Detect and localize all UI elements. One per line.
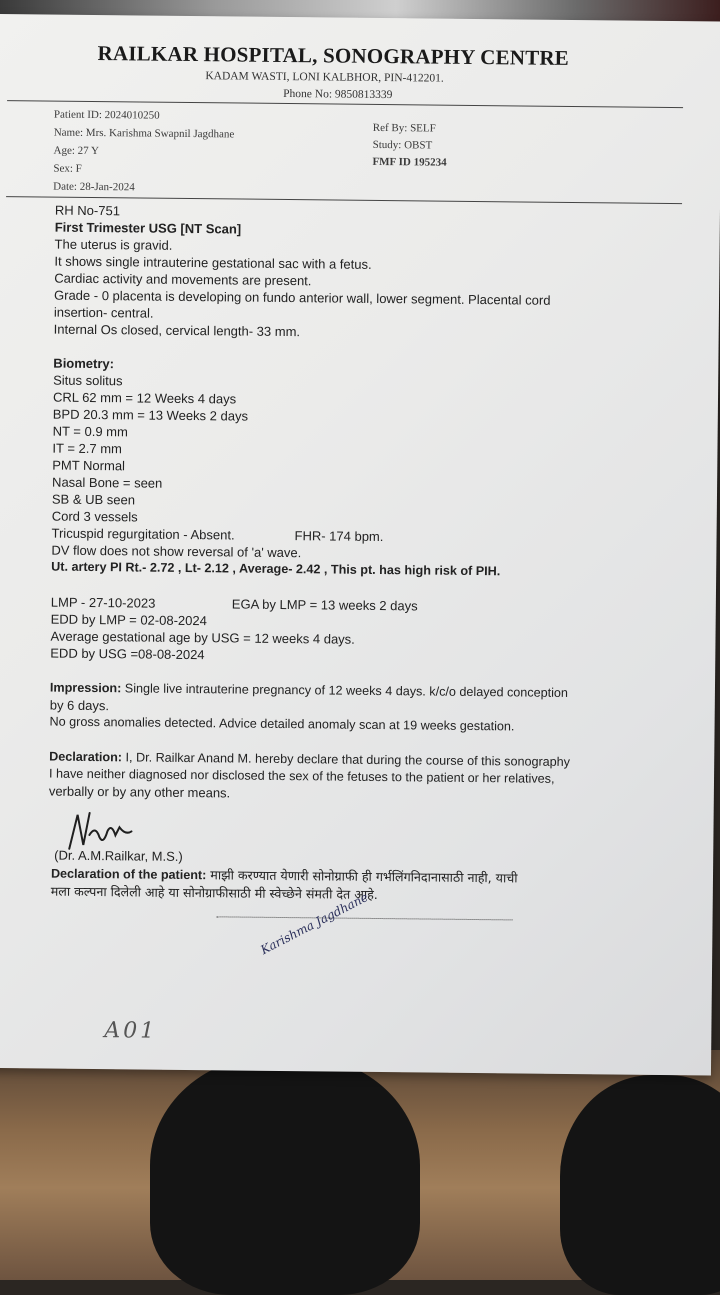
impression-label: Impression:	[49, 680, 122, 696]
ref-by: Ref By: SELF	[372, 121, 436, 135]
avg-ga-line: Average gestational age by USG = 12 weeks 4 days.	[50, 628, 355, 647]
signature-dotted-line	[217, 916, 513, 920]
patient-signature: Karishma Jagdhane	[258, 890, 371, 958]
impression-line	[50, 681, 568, 700]
shoe-right	[560, 1075, 720, 1295]
declaration-text: I, Dr. Railkar Anand M. hereby declare that during the course of this sonography	[121, 750, 571, 770]
report-paper	[0, 14, 720, 1076]
biometry-line: Nasal Bone = seen	[52, 474, 163, 491]
finding-line: Grade - 0 placenta is developing on fundo anterior wall, lower segment. Placental cord	[53, 287, 551, 308]
hospital-phone: Phone No: 9850813339	[283, 87, 393, 102]
finding-line: insertion- central.	[53, 304, 154, 321]
report-date: Date: 28-Jan-2024	[53, 180, 135, 194]
fmf-id: FMF ID 195234	[372, 155, 447, 169]
impression-line-3: No gross anomalies detected. Advice detailed anomaly scan at 19 weeks gestation.	[49, 714, 515, 734]
declaration-line	[49, 750, 570, 769]
edd-lmp-line: EDD by LMP = 02-08-2024	[50, 611, 207, 629]
patient-declaration-line-2: मला कल्पना दिलेली आहे या सोनोग्राफीसाठी मी स्वेच्छेने संमती देत आहे.	[50, 883, 378, 903]
impression-line-2: by 6 days.	[49, 697, 110, 714]
biometry-line: SB & UB seen	[51, 491, 136, 508]
biometry-line: CRL 62 mm = 12 Weeks 4 days	[52, 389, 237, 407]
hospital-address: KADAM WASTI, LONI KALBHOR, PIN-412201.	[205, 70, 444, 85]
fhr-value: FHR- 174 bpm.	[294, 528, 384, 545]
declaration-label: Declaration:	[49, 749, 123, 765]
biometry-line: Cord 3 vessels	[51, 508, 138, 525]
patient-sex: Sex: F	[53, 162, 82, 175]
hospital-title: RAILKAR HOSPITAL, SONOGRAPHY CENTRE	[97, 41, 570, 70]
patient-age: Age: 27 Y	[53, 144, 100, 158]
declaration-line-2: I have neither diagnosed nor disclosed the sex of the fetuses to the patient or her relatives,	[48, 766, 555, 786]
biometry-line: NT = 0.9 mm	[52, 423, 128, 440]
patient-declaration-label: Declaration of the patient:	[50, 866, 207, 883]
ut-artery-line: Ut. artery PI Rt.- 2.72 , Lt- 2.12 , Average- 2.42 , This pt. has high risk of PIH.	[51, 559, 501, 579]
dv-flow-line: DV flow does not show reversal of 'a' wave.	[51, 542, 302, 561]
study: Study: OBST	[372, 138, 433, 152]
patient-name: Name: Mrs. Karishma Swapnil Jagdhane	[53, 126, 235, 141]
patient-declaration-text: माझी करण्यात येणारी सोनोग्राफी ही गर्भलिंगनिदानासाठी नाही, याची	[206, 867, 518, 886]
biometry-heading: Biometry:	[53, 355, 115, 372]
rh-number: RH No-751	[54, 202, 121, 219]
handwritten-note: A01	[104, 1018, 158, 1044]
report-heading: First Trimester USG [NT Scan]	[54, 219, 242, 237]
declaration-line-3: verbally or by any other means.	[48, 783, 231, 801]
biometry-line: IT = 2.7 mm	[52, 440, 123, 457]
doctor-name: (Dr. A.M.Railkar, M.S.)	[54, 847, 183, 864]
lmp-line: LMP - 27-10-2023	[50, 594, 156, 611]
finding-line: The uterus is gravid.	[54, 236, 173, 253]
biometry-line: Situs solitus	[53, 372, 123, 389]
shoe-left	[150, 1055, 420, 1295]
biometry-line: BPD 20.3 mm = 13 Weeks 2 days	[52, 406, 249, 424]
biometry-line: PMT Normal	[52, 457, 126, 474]
finding-line: Cardiac activity and movements are present.	[54, 270, 312, 289]
ega-line: EGA by LMP = 13 weeks 2 days	[231, 596, 418, 614]
finding-line: Internal Os closed, cervical length- 33 mm.	[53, 321, 301, 340]
finding-line: It shows single intrauterine gestational sac with a fetus.	[54, 253, 372, 272]
header-divider	[7, 100, 683, 108]
tricuspid-line: Tricuspid regurgitation - Absent.	[51, 525, 235, 543]
patient-id: Patient ID: 2024010250	[53, 108, 160, 122]
impression-text: Single live intrauterine pregnancy of 12 weeks 4 days. k/c/o delayed conception	[121, 681, 569, 700]
edd-usg-line: EDD by USG =08-08-2024	[50, 645, 205, 663]
